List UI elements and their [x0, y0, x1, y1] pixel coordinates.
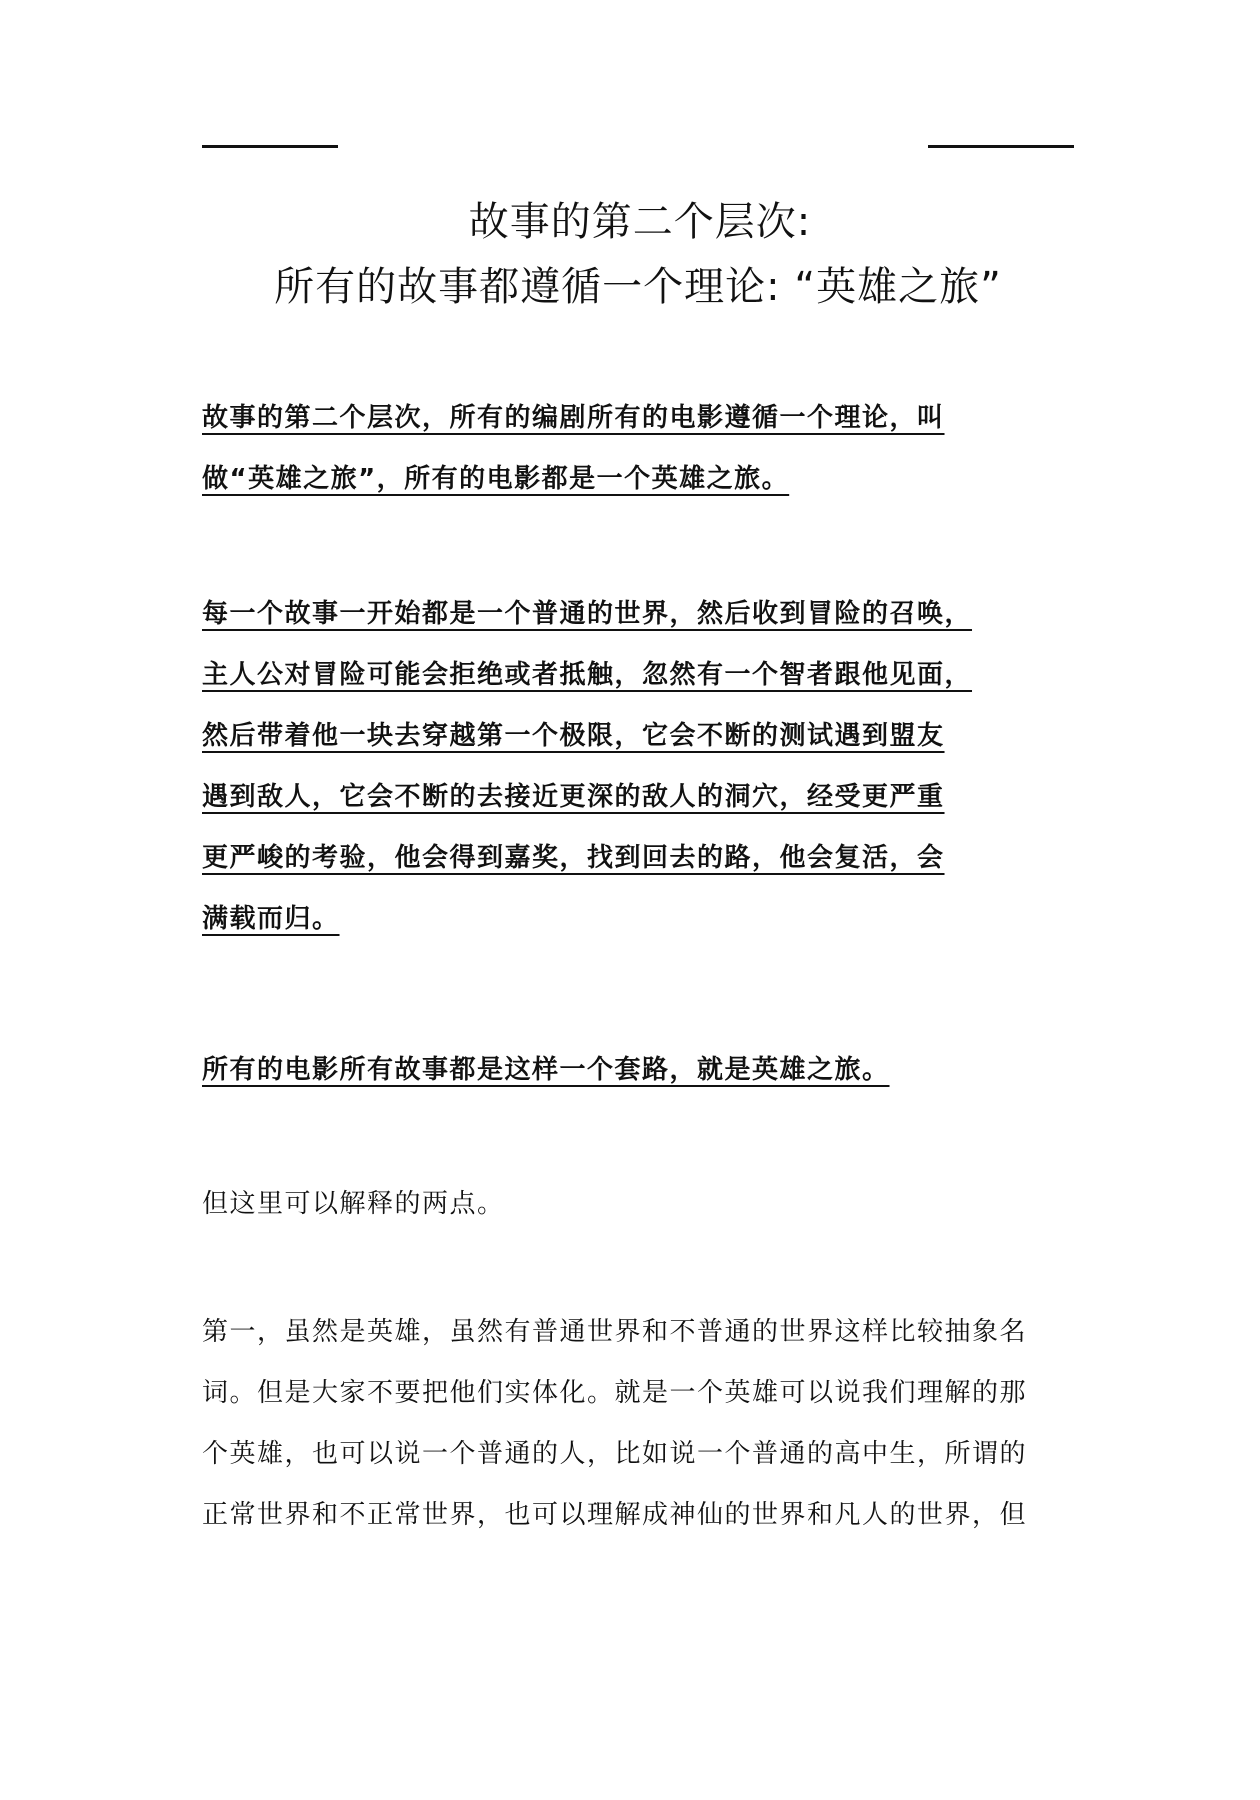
paragraph-line: 遇到敌人，它会不断的去接近更深的敌人的洞穴，经受更严重	[202, 782, 945, 812]
page-title-line-2: 所有的故事都遵循一个理论: “英雄之旅”	[274, 264, 1002, 310]
header-rule-left	[202, 145, 338, 148]
paragraph-line: 每一个故事一开始都是一个普通的世界，然后收到冒险的召唤，	[202, 599, 973, 629]
paragraph-point-one	[202, 1302, 1082, 1546]
paragraph-line: 更严峻的考验，他会得到嘉奖，找到回去的路，他会复活，会	[202, 843, 945, 873]
paragraph-line: 然后带着他一块去穿越第一个极限，它会不断的测试遇到盟友	[202, 721, 945, 751]
paragraph-line: 第一，虽然是英雄，虽然有普通世界和不普通的世界这样比较抽象名	[202, 1317, 1028, 1347]
paragraph-line: 故事的第二个层次，所有的编剧所有的电影遵循一个理论，叫	[202, 403, 945, 433]
paragraph-line: 但这里可以解释的两点。	[202, 1189, 505, 1219]
paragraph-intro	[202, 388, 1082, 510]
header-rule-right	[928, 145, 1074, 148]
paragraph-hero-journey-steps	[202, 584, 1082, 950]
paragraph-explanation-intro	[202, 1174, 1082, 1235]
page-title-line-1: 故事的第二个层次:	[468, 199, 812, 245]
paragraph-line: 所有的电影所有故事都是这样一个套路，就是英雄之旅。	[202, 1055, 890, 1085]
paragraph-line: 词。但是大家不要把他们实体化。就是一个英雄可以说我们理解的那	[202, 1378, 1028, 1408]
paragraph-line: 主人公对冒险可能会拒绝或者抵触，忽然有一个智者跟他见面，	[202, 660, 973, 690]
paragraph-line: 正常世界和不正常世界，也可以理解成神仙的世界和凡人的世界，但	[202, 1500, 1028, 1530]
paragraph-summary	[202, 1040, 1082, 1101]
paragraph-line: 个英雄，也可以说一个普通的人，比如说一个普通的高中生，所谓的	[202, 1439, 1028, 1469]
paragraph-line: 满载而归。	[202, 904, 340, 934]
paragraph-line: 做“英雄之旅”，所有的电影都是一个英雄之旅。	[202, 464, 790, 494]
